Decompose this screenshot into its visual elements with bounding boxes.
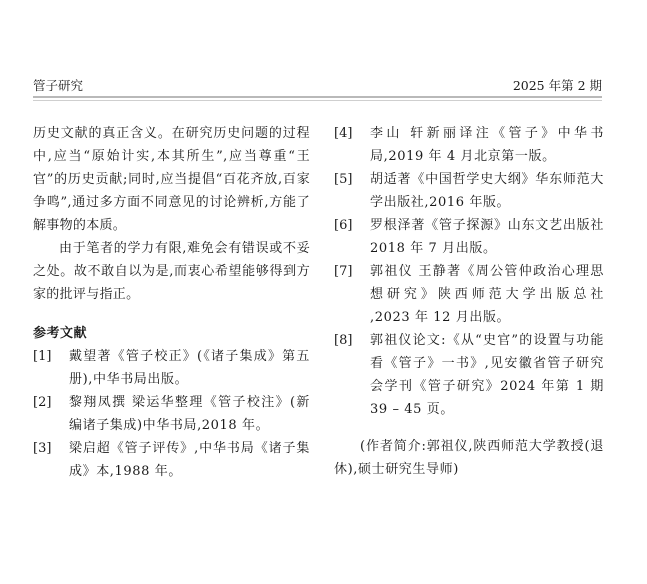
right-column bbox=[334, 122, 604, 481]
reference-text: 郭祖仪 王静著《周公管仲政治心理思想研究》陕西师范大学出版总社 ,2023 年 12 月出版。 bbox=[370, 264, 604, 325]
reference-number: [3] bbox=[33, 441, 52, 456]
reference-item bbox=[334, 329, 604, 421]
reference-item bbox=[33, 391, 310, 437]
page-header bbox=[33, 78, 602, 94]
reference-item bbox=[33, 345, 310, 391]
reference-number: [8] bbox=[334, 333, 353, 348]
header-rule bbox=[33, 96, 602, 98]
reference-item bbox=[334, 260, 604, 329]
reference-item bbox=[334, 168, 604, 214]
reference-text: 郭祖仪论文:《从“史官”的设置与功能看《管子》一书》,见安徽省管子研究会学刊《管子研究》2024 年第 1 期 39 – 45 页。 bbox=[370, 333, 604, 417]
reference-text: 戴望著《管子校正》(《诸子集成》第五册),中华书局出版。 bbox=[69, 349, 310, 387]
issue-number: 2025 年第 2 期 bbox=[512, 78, 602, 93]
reference-text: 黎翔凤撰 梁运华整理《管子校注》(新编诸子集成)中华书局,2018 年。 bbox=[69, 395, 310, 433]
reference-number: [2] bbox=[33, 395, 52, 410]
reference-number: [5] bbox=[334, 172, 353, 187]
journal-name: 管子研究 bbox=[33, 78, 84, 93]
left-column bbox=[33, 122, 310, 483]
reference-number: [1] bbox=[33, 349, 52, 364]
body-paragraph-1: 历史文献的真正含义。在研究历史问题的过程中,应当“原始计实,本其所生”,应当尊重“王官”的历史贡献;同时,应当提倡“百花齐放,百家争鸣”,通过多方面不同意见的讨论辨析,方能了解事物的本质。 bbox=[33, 126, 310, 233]
reference-item bbox=[334, 122, 604, 168]
reference-number: [7] bbox=[334, 264, 353, 279]
header-rule-thin bbox=[33, 100, 602, 101]
references-title: 参考文献 bbox=[33, 326, 88, 341]
reference-text: 罗根泽著《管子探源》山东文艺出版社 2018 年 7 月出版。 bbox=[370, 218, 604, 256]
reference-number: [4] bbox=[334, 126, 353, 141]
reference-text: 梁启超《管子评传》,中华书局《诸子集成》本,1988 年。 bbox=[69, 441, 310, 479]
reference-item bbox=[334, 214, 604, 260]
body-paragraph-2: 由于笔者的学力有限,难免会有错误或不妥之处。故不敢自以为是,而衷心希望能够得到方家的批评与指正。 bbox=[33, 241, 310, 302]
reference-number: [6] bbox=[334, 218, 353, 233]
reference-text: 胡适著《中国哲学史大纲》华东师范大学出版社,2016 年版。 bbox=[370, 172, 604, 210]
reference-text: 李山 轩新丽译注《管子》中华书局,2019 年 4 月北京第一版。 bbox=[370, 126, 604, 164]
reference-item bbox=[33, 437, 310, 483]
author-bio: (作者简介:郭祖仪,陕西师范大学教授(退休),硕士研究生导师) bbox=[334, 439, 604, 477]
